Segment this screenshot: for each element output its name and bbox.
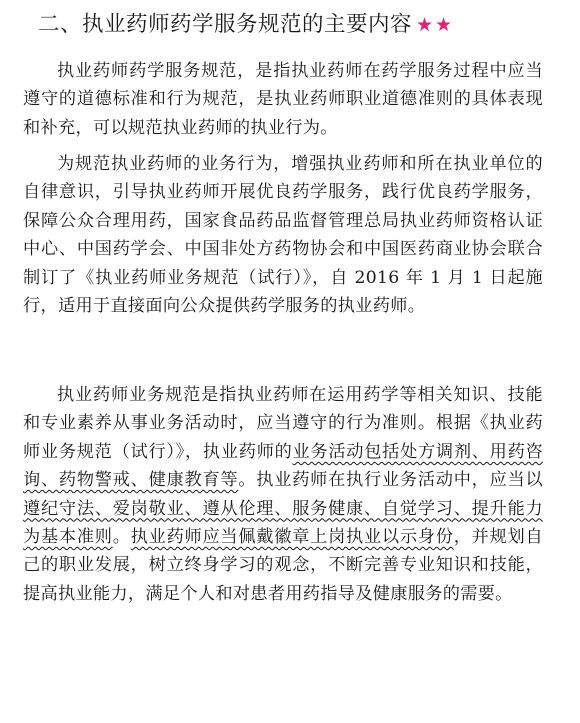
underlined-key-point-badge: 执业药师应当佩戴徽章上岗执业以示身份: [130, 527, 454, 548]
underlined-key-point-principles: 遵纪守法、爱岗敬业、遵从伦理、服务健康、自觉学习、提升能力为基本准则: [23, 498, 543, 548]
paragraph-text-segment: 执业药师业务规范是指执业药师在运用药学等相关知识、技能和专业素养从事业务活动时，应当遵守的行为准则。根据《执业药师业务规范（试行）》，执业药师的: [23, 385, 543, 462]
paragraph-background: 为规范执业药师的业务行为，增强执业药师和所在执业单位的自律意识，引导执业药师开展优良药学服务，践行优良药学服务，保障公众合理用药，国家食品药品监督管理总局执业药师资格认证中心、中国药学会、中国非处方药物协会和中国医药商业协会联合制订了《执业药师业务规范（试行）》，自 2016 年 1 月 1 日起施行，适用于直接面向公众提供药学服务的执业药师。: [23, 154, 543, 317]
paragraph-practice-norms: [23, 381, 543, 608]
underlined-key-point-activities: 业务活动包括处方调剂、用药咨询、药物警戒、健康教育等: [23, 441, 544, 491]
paragraph-text-segment: 。执业药师在执行业务活动中，应当以: [238, 470, 543, 491]
section-title: 二、执业药师药学服务规范的主要内容: [38, 12, 413, 37]
paragraph-text-segment: 。: [112, 527, 131, 548]
section-heading: [38, 8, 454, 42]
paragraph-text-segment: ，并规划自己的职业发展，树立终身学习的观念，不断完善专业知识和技能，提高执业能力，满足个人和对患者用药指导及健康服务的需要。: [23, 527, 543, 604]
importance-stars-icon: ★★: [416, 14, 455, 36]
paragraph-definition: 执业药师药学服务规范，是指执业药师在药学服务过程中应当遵守的道德标准和行为规范，是执业药师职业道德准则的具体表现和补充，可以规范执业药师的执业行为。: [23, 61, 543, 138]
